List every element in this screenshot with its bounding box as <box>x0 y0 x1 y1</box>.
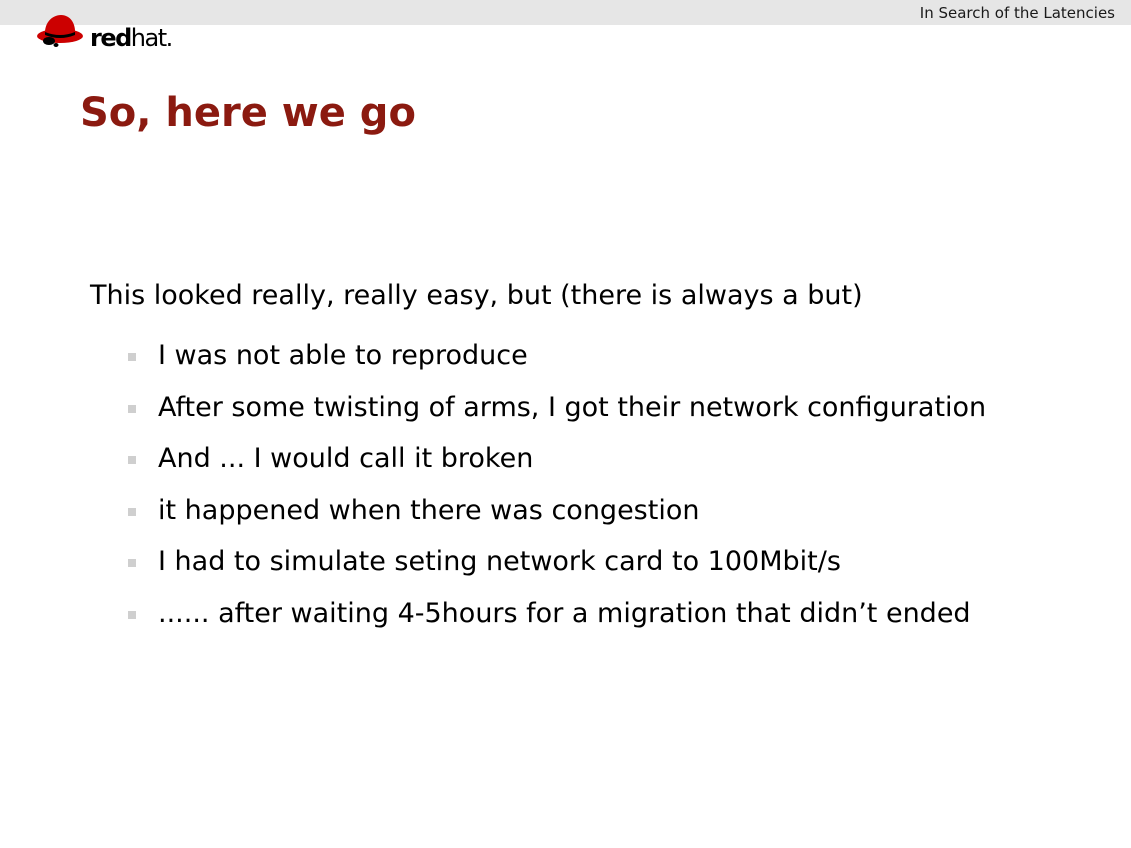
bullet-square-icon <box>128 611 136 619</box>
bullet-text: I was not able to reproduce <box>158 340 528 371</box>
bullet-text: After some twisting of arms, I got their network configuration <box>158 391 987 423</box>
bullet-square-icon <box>128 405 136 413</box>
slide-title: So, here we go <box>80 90 416 136</box>
bullet-square-icon <box>128 456 136 464</box>
logo-wordmark <box>90 24 172 52</box>
bullet-square-icon <box>128 559 136 567</box>
bullet-item <box>128 392 986 444</box>
bullet-text: it happened when there was congestion <box>158 494 700 526</box>
bullet-item <box>128 443 986 495</box>
redhat-logo <box>36 14 186 54</box>
shadowman-hat-icon <box>36 14 88 48</box>
logo-text-red: red <box>90 24 131 52</box>
bullet-list <box>128 340 986 649</box>
bullet-square-icon <box>128 353 136 361</box>
presentation-title: In Search of the Latencies <box>919 4 1115 22</box>
bullet-item <box>128 546 986 598</box>
bullet-square-icon <box>128 508 136 516</box>
bullet-item <box>128 598 986 650</box>
bullet-text: I had to simulate seting network card to 100Mbit/s <box>158 546 841 577</box>
intro-text: This looked really, really easy, but (there is always a but) <box>90 280 863 311</box>
logo-text-hat: hat. <box>130 24 172 52</box>
bullet-text: ...... after waiting 4-5hours for a migration that didn’t ended <box>158 597 971 629</box>
bullet-item <box>128 495 986 547</box>
bullet-item <box>128 340 986 392</box>
bullet-text: And ... I would call it broken <box>158 443 534 474</box>
